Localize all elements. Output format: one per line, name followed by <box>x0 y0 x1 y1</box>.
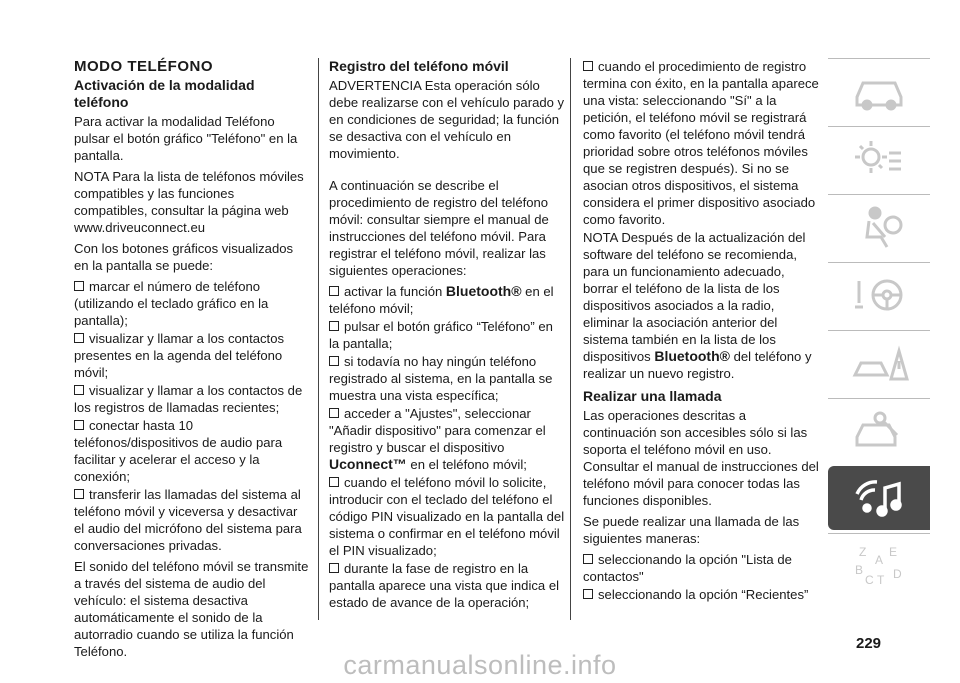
bullet-box-icon <box>74 333 84 343</box>
column-divider <box>570 58 571 620</box>
column-2 <box>329 58 565 612</box>
seat-airbag-icon <box>849 203 909 251</box>
bullet-box-icon <box>74 281 84 291</box>
index-letter: A <box>875 553 884 567</box>
paragraph: Las operaciones descritas a continuación son accesibles sólo si las soporta el teléfono móvil en uso. Consultar el manual de instrucciones del teléfono móvil para conocer todas las funciones disponibles. <box>583 408 819 508</box>
list-item: seleccionando la opción "Lista de contactos" <box>583 552 792 584</box>
paragraph: Para activar la modalidad Teléfono pulsar el botón gráfico "Teléfono" en la pantalla. <box>74 114 298 163</box>
index-letter: E <box>889 545 898 559</box>
chapter-tab-multimedia[interactable] <box>828 466 930 530</box>
bullet-box-icon <box>329 408 339 418</box>
list-item: seleccionando la opción “Recientes” <box>583 586 819 603</box>
chapter-tab-vehicle[interactable] <box>828 58 930 123</box>
dashboard-lights-icon <box>849 135 909 183</box>
bullet-box-icon <box>583 589 593 599</box>
paragraph: A continuación se describe el procedimiento de registro del teléfono móvil: consultar siempre el manual de instrucciones del teléfono móvil. Para registrar el teléfono móvil, realizar las siguientes operaciones: <box>329 178 549 278</box>
wrench-car-icon <box>849 407 909 455</box>
bullet-box-icon <box>74 489 84 499</box>
bullet-box-icon <box>329 321 339 331</box>
list-item: si todavía no hay ningún teléfono registrado al sistema, en la pantalla se muestra una vista específica; <box>329 354 553 403</box>
index-letter: C <box>865 573 874 587</box>
chapter-tab-index[interactable] <box>828 533 930 598</box>
warning-triangle-car-icon <box>849 339 909 387</box>
column-3 <box>583 58 819 604</box>
column-divider <box>318 58 319 620</box>
section-title: MODO TELÉFONO <box>74 58 213 75</box>
watermark: carmanualsonline.info <box>343 650 617 680</box>
index-letter: T <box>877 573 885 587</box>
chapter-tab-maintenance[interactable] <box>828 398 930 463</box>
bullet-box-icon <box>583 61 593 71</box>
index-letters-icon <box>849 542 909 590</box>
list-item: acceder a "Ajustes", seleccionar "Añadir dispositivo" para comenzar el registro y buscar el dispositivo Uconnect™ en el teléfono móvil; <box>329 406 546 472</box>
car-icon <box>849 67 909 115</box>
note-paragraph: NOTA Para la lista de teléfonos móviles compatibles y las funciones compatibles, consultar la página web www.driveuconnect.eu <box>74 169 304 235</box>
list-item: transferir las llamadas del sistema al teléfono móvil y viceversa y desactivar el audio del micrófono del sistema para conversaciones privadas. <box>74 487 302 553</box>
chapter-tab-emergency[interactable] <box>828 330 930 395</box>
bullet-box-icon <box>329 477 339 487</box>
index-letter: Z <box>859 545 867 559</box>
note-paragraph: NOTA Después de la actualización del software del teléfono se recomienda, para un funcionamiento adecuado, borrar el teléfono de la lista de los dispositivos asociados a la radio, eliminar la asociación anterior del sistema también en la lista de los dispositivos Bluetooth® del teléfono y realizar un nuevo registro. <box>583 230 812 381</box>
paragraph: Se puede realizar una llamada de las siguientes maneras: <box>583 514 800 546</box>
list-item: cuando el procedimiento de registro termina con éxito, en la pantalla aparece una vista: seleccionando "Sí" a la petición, el teléfono móvil se registrará como favorito (el teléfono móvil tendrá prioridad sobre otros teléfonos móviles que se registren después). Si no se asocian otros dispositivos, el sistema considera el primer dispositivo asociado como favorito. <box>583 59 819 227</box>
list-item: durante la fase de registro en la pantalla aparece una vista que indica el estado de avance de la operación; <box>329 561 560 610</box>
bullet-box-icon <box>74 385 84 395</box>
list-item: pulsar el botón gráfico “Teléfono” en la pantalla; <box>329 319 553 351</box>
multimedia-icon <box>849 474 909 522</box>
chapter-tab-starting[interactable] <box>828 262 930 327</box>
key-steering-wheel-icon <box>849 271 909 319</box>
index-letter: B <box>855 563 864 577</box>
list-item: visualizar y llamar a los contactos presentes en la agenda del teléfono móvil; <box>74 331 285 380</box>
warning-paragraph: ADVERTENCIA Esta operación sólo debe realizarse con el vehículo parado y en condiciones de seguridad; la función se desactiva con el vehículo en movimiento. <box>329 78 565 161</box>
chapter-tab-dashboard[interactable] <box>828 126 930 191</box>
column-1 <box>74 58 310 664</box>
heading-activacion: Activación de la modalidad teléfono <box>74 77 255 110</box>
paragraph: El sonido del teléfono móvil se transmite a través del sistema de audio del vehículo: el sistema desactiva automáticamente el sonido de la autorradio cuando se utiliza la función Teléfono. <box>74 559 309 659</box>
bullet-box-icon <box>329 286 339 296</box>
heading-registro: Registro del teléfono móvil <box>329 58 509 74</box>
list-item: marcar el número de teléfono (utilizando el teclado gráfico en la pantalla); <box>74 279 269 328</box>
chapter-tab-safety[interactable] <box>828 194 930 259</box>
list-item: conectar hasta 10 teléfonos/dispositivos de audio para facilitar y acelerar el acceso y la conexión; <box>74 418 283 484</box>
list-item: cuando el teléfono móvil lo solicite, introducir con el teclado del teléfono el código PIN visualizado en la pantalla del sistema o confirmar en el teléfono móvil el PIN visualizado; <box>329 475 565 558</box>
list-item: activar la función Bluetooth® en el teléfono móvil; <box>329 283 554 316</box>
list-item: visualizar y llamar a los contactos de los registros de llamadas recientes; <box>74 383 303 415</box>
page-number: 229 <box>856 635 882 652</box>
bullet-box-icon <box>583 554 593 564</box>
bullet-box-icon <box>74 420 84 430</box>
bullet-box-icon <box>329 356 339 366</box>
paragraph: Con los botones gráficos visualizados en la pantalla se puede: <box>74 241 294 273</box>
index-letter: D <box>893 567 902 581</box>
bullet-box-icon <box>329 563 339 573</box>
heading-llamada: Realizar una llamada <box>583 388 722 404</box>
chapter-index-sidebar <box>828 58 930 601</box>
